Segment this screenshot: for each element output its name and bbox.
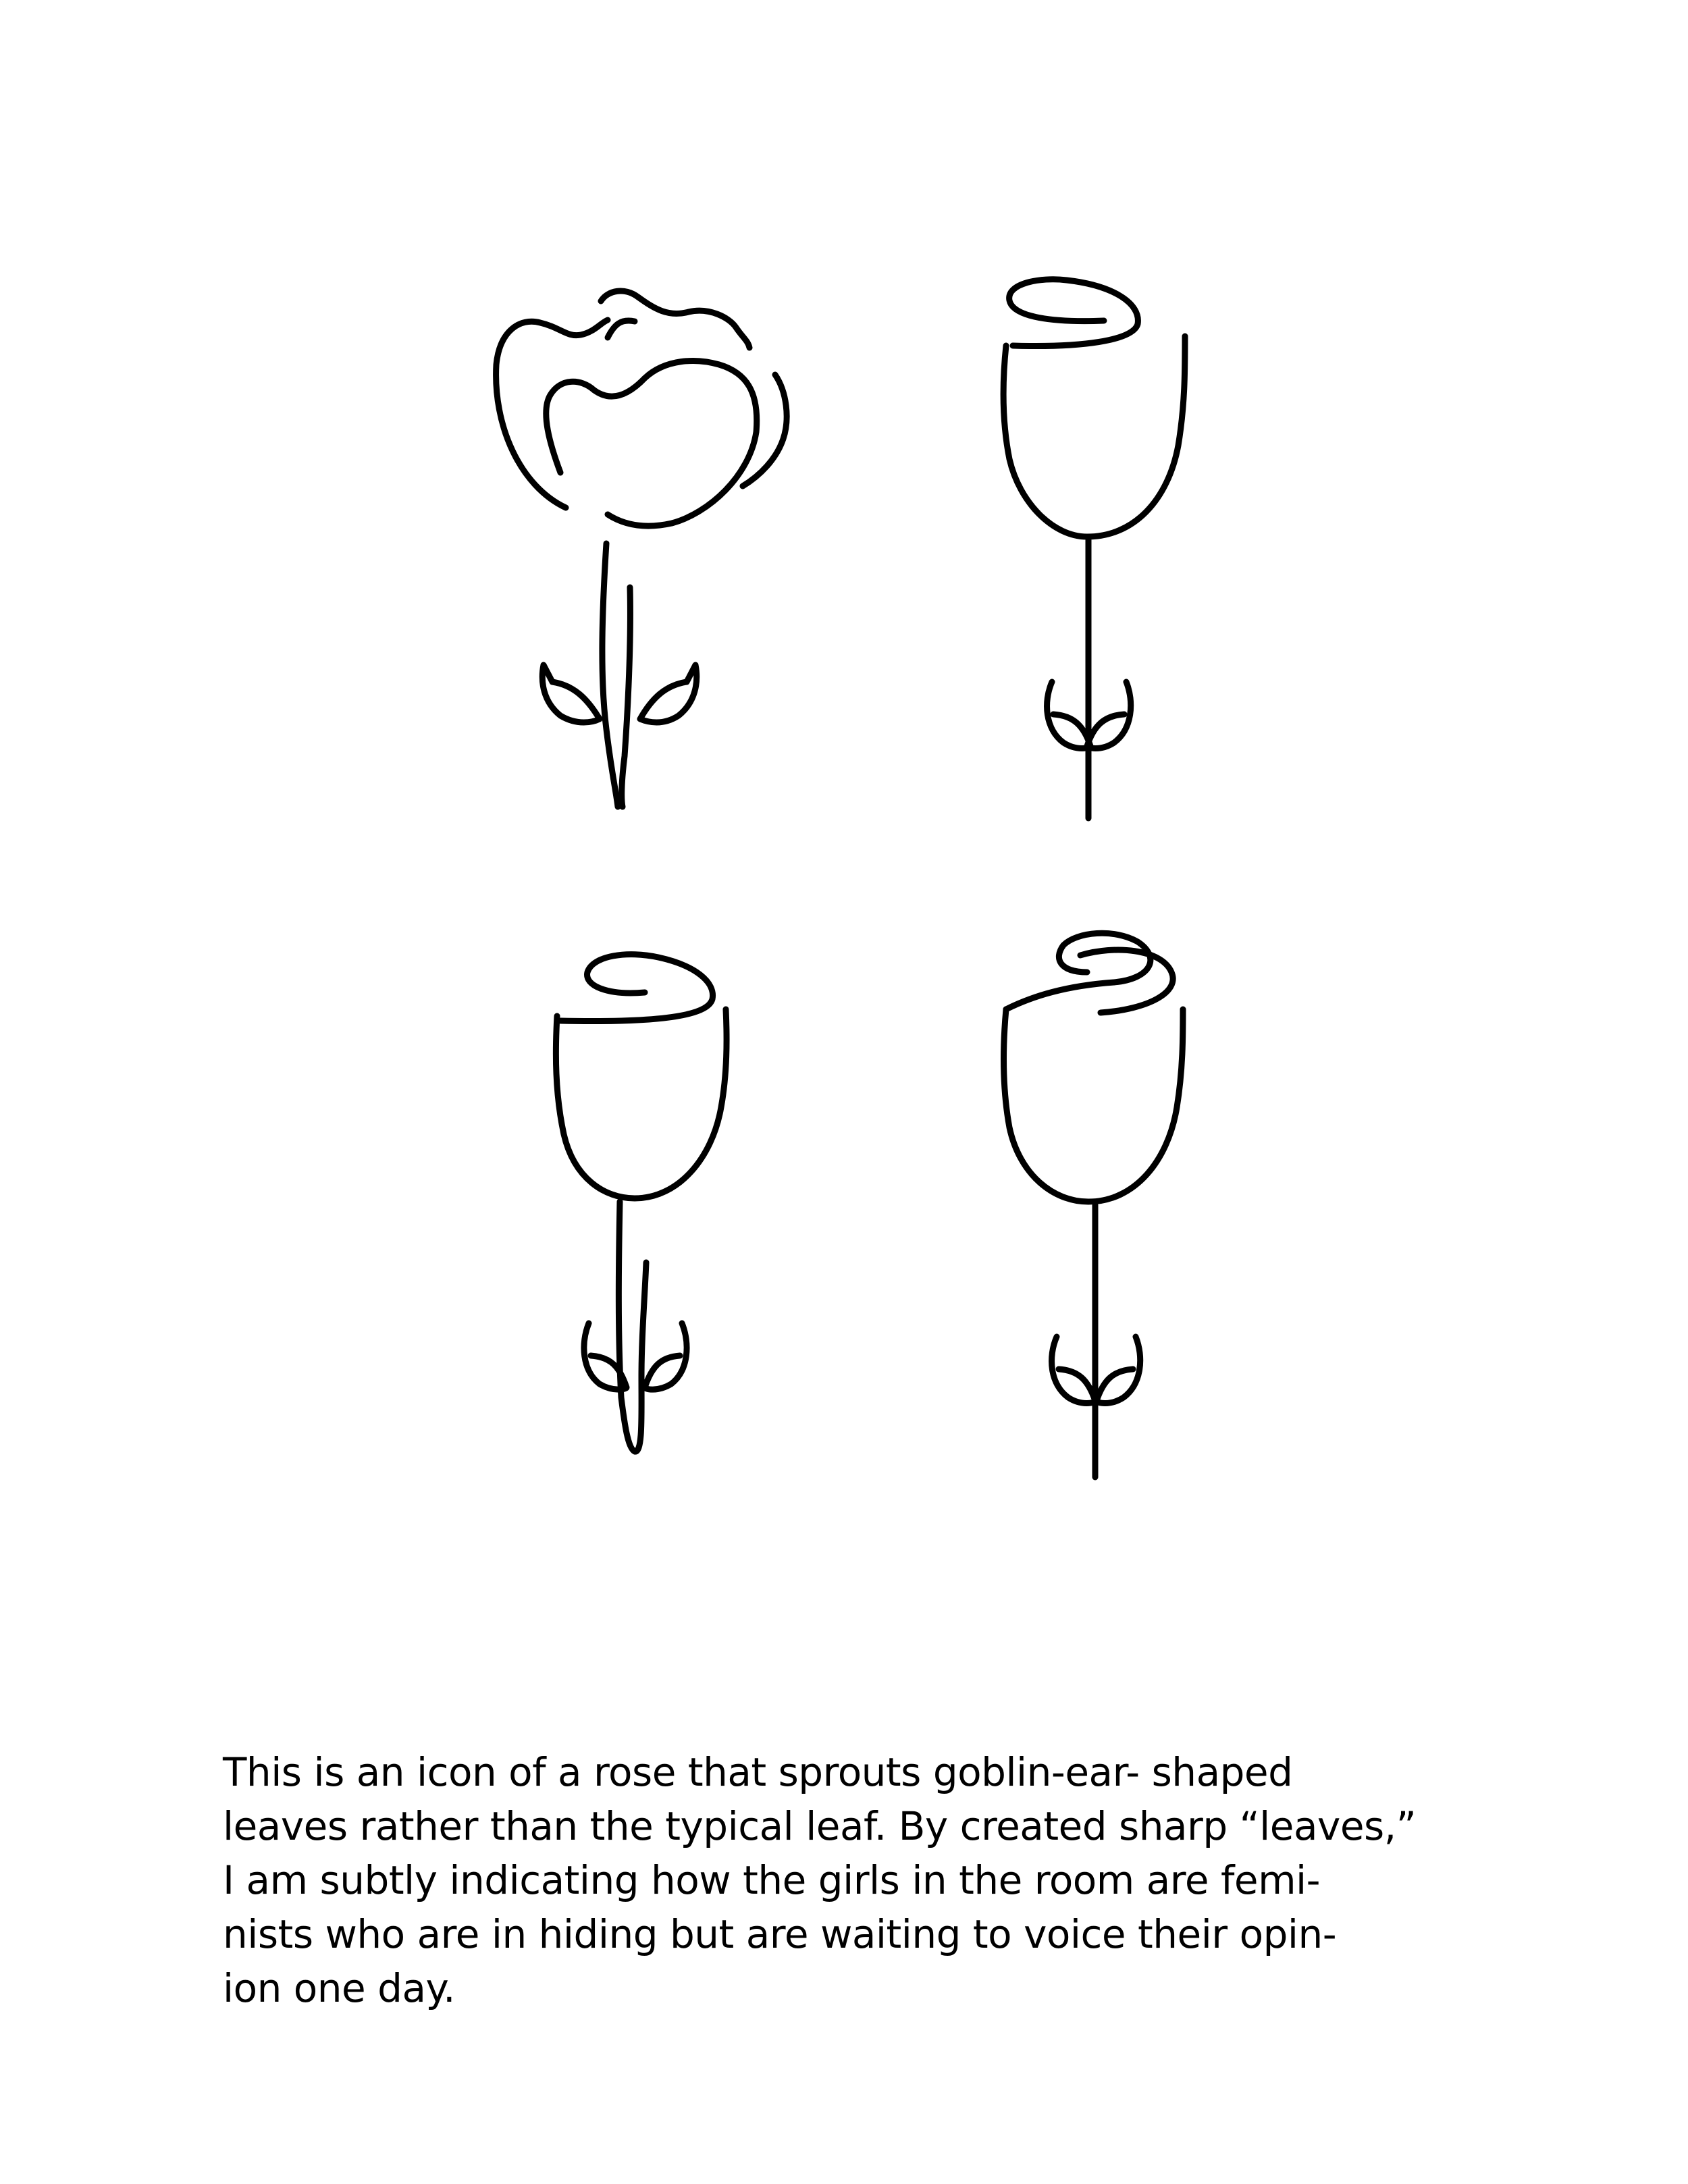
bud-spiral-3 [560, 955, 713, 1021]
bud-spiral [1009, 279, 1138, 346]
rose-petal-front [546, 361, 757, 527]
bud-spiral-4 [1006, 933, 1151, 1009]
caption-line: ion one day. [223, 1965, 456, 2011]
rose-leaf-left [542, 665, 600, 722]
leaf-4-left [1052, 1337, 1095, 1404]
bud-cup-4 [1003, 1009, 1183, 1202]
caption-line: I am subtly indicating how the girls in the room are femi- [223, 1857, 1321, 1903]
rose-icon-double-spiral [1003, 933, 1183, 1477]
bud-leaf-left [1047, 682, 1090, 749]
bud-cup [1003, 336, 1185, 537]
bud-leaf-right [1087, 682, 1131, 749]
rose-petal-left [496, 320, 608, 508]
rose-stem-second [622, 587, 631, 807]
caption-line: leaves rather than the typical leaf. By created sharp “leaves,” [223, 1803, 1417, 1849]
rose-petal-ridge [608, 321, 635, 338]
rose-icon-spiral-bud [1003, 279, 1185, 818]
leaf-3-right [645, 1323, 687, 1389]
bud-cup-3 [556, 1009, 727, 1198]
caption-paragraph [223, 1745, 1506, 2015]
stem-3-main [618, 1202, 646, 1451]
rose-icon-open-bloom [496, 291, 787, 807]
leaf-4-right [1097, 1337, 1140, 1404]
rose-stem-main [602, 543, 618, 807]
rose-icon-split-stem [556, 955, 727, 1451]
caption-line: nists who are in hiding but are waiting to voice their opin- [223, 1911, 1337, 1957]
caption-line: This is an icon of a rose that sprouts goblin-ear- shaped [223, 1749, 1293, 1795]
rose-leaf-right [640, 665, 697, 722]
